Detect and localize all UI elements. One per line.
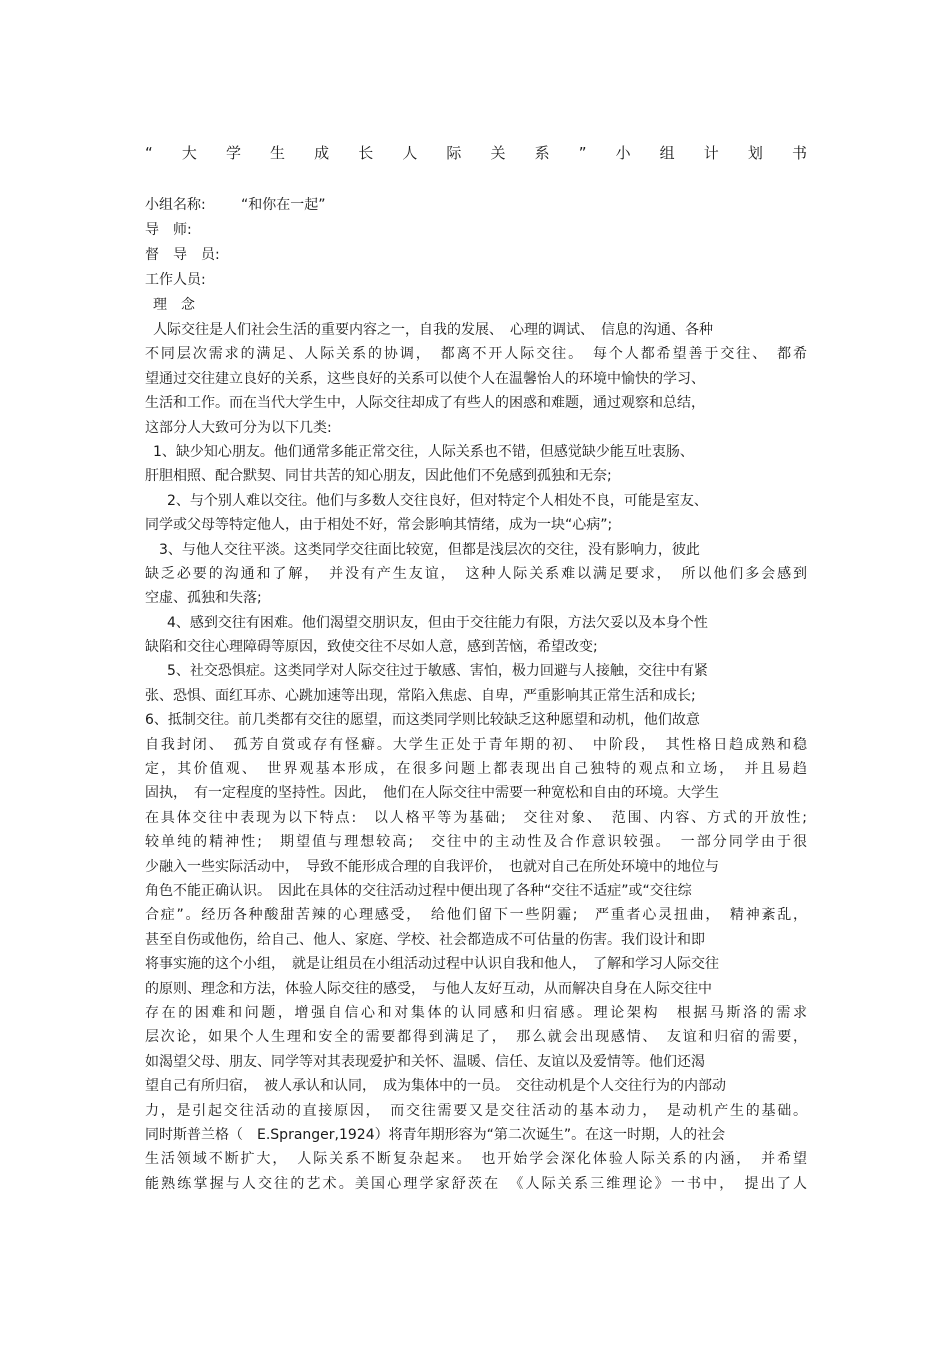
- body-line: 张、恐惧、面红耳赤、心跳加速等出现，常陷入焦虑、自卑，严重影响其正常生活和成长;: [145, 687, 696, 704]
- info-supervisor: [145, 243, 805, 268]
- body-line: 将事实施的这个小组， 就是让组员在小组活动过程中认识自我和他人， 了解和学习人际交往: [145, 956, 719, 973]
- info-label: 导 师:: [145, 222, 192, 238]
- body-line: 肝胆相照、配合默契、同甘共苦的知心朋友，因此他们不免感到孤独和无奈;: [145, 468, 612, 485]
- body-line: 不同层次需求的满足、人际关系的协调， 都离不开人际交往。 每个人都希望善于交往、 都希: [145, 346, 807, 363]
- body-line: 望自己有所归宿， 被人承认和认同， 成为集体中的一员。 交往动机是个人交往行为的内部动: [145, 1078, 726, 1095]
- body-line: 1、缺少知心朋友。他们通常多能正常交往，人际关系也不错，但感觉缺少能互吐衷肠、: [153, 443, 694, 460]
- body-line: 生活领域不断扩大， 人际关系不断复杂起来。 也开始学会深化体验人际关系的内涵， 并希望: [145, 1151, 807, 1168]
- body-line: 6、抵制交往。前几类都有交往的愿望，而这类同学则比较缺乏这种愿望和动机，他们故意: [145, 712, 700, 729]
- body-line: 3、与他人交往平淡。这类同学交往面比较宽，但都是浅层次的交往，没有影响力，彼此: [159, 541, 700, 558]
- info-label: 小组名称:: [145, 197, 206, 213]
- title-char: 小: [615, 144, 631, 162]
- body-line: 力，是引起交往活动的直接原因， 而交往需要又是交往活动的基本动力， 是动机产生的基础。: [145, 1102, 807, 1119]
- info-mentor: [145, 218, 805, 243]
- body-line: 固执， 有一定程度的坚持性。因此， 他们在人际交往中需要一种宽松和自由的环境。大学生: [145, 785, 719, 802]
- info-label: 督 导 员:: [145, 247, 220, 263]
- title-char: 长: [358, 144, 374, 162]
- body-line: 较单纯的精神性; 期望值与理想较高; 交往中的主动性及合作意识较强。 一部分同学由于很: [145, 834, 807, 851]
- body-line: 这部分人大致可分为以下几类:: [145, 419, 332, 436]
- body-line: 同时斯普兰格（ E.Spranger,1924）将青年期形容为“第二次诞生”。在这一时期，人的社会: [145, 1126, 726, 1143]
- body-line: 望通过交往建立良好的关系，这些良好的关系可以使个人在温馨怡人的环境中愉快的学习、: [145, 370, 705, 387]
- body-line: 同学或父母等特定他人，由于相处不好，常会影响其情绪，成为一块“心病”;: [145, 517, 613, 534]
- info-group-name: [145, 193, 805, 218]
- body-line: 人际交往是人们社会生活的重要内容之一，自我的发展、 心理的调试、 信息的沟通、各种: [153, 322, 713, 338]
- section-heading: 理 念: [153, 297, 195, 313]
- body-line: 的原则、理念和方法，体验人际交往的感受， 与他人友好互动，从而解决自身在人际交往中: [145, 980, 712, 997]
- info-label: 工作人员:: [145, 272, 206, 288]
- title-char: “: [145, 144, 153, 162]
- title-char: 大: [181, 144, 197, 162]
- body-line: 生活和工作。而在当代大学生中，人际交往却成了有些人的困惑和难题，通过观察和总结，: [145, 395, 705, 412]
- title-char: 系: [534, 144, 550, 162]
- body-line: 能熟练掌握与人交往的艺术。美国心理学家舒茨在 《人际关系三维理论》一书中， 提出了人: [145, 1175, 807, 1192]
- body-line: 空虚、孤独和失落;: [145, 590, 262, 607]
- body-line: 层次论，如果个人生理和安全的需要都得到满足了， 那么就会出现感情、 友谊和归宿的需要，: [145, 1029, 807, 1046]
- title-char: 生: [270, 144, 286, 162]
- body-line: 少融入一些实际活动中， 导致不能形成合理的自我评价， 也就对自己在所处环境中的地位与: [145, 858, 719, 875]
- title-char: 划: [747, 144, 763, 162]
- body-line: 缺乏必要的沟通和了解， 并没有产生友谊， 这种人际关系难以满足要求， 所以他们多会感到: [145, 565, 807, 582]
- title-char: 计: [703, 144, 719, 162]
- body-line: 定，其价值观、 世界观基本形成，在很多问题上都表现出自己独特的观点和立场， 并且易趋: [145, 761, 807, 778]
- body-line: 合症”。经历各种酸甜苦辣的心理感受， 给他们留下一些阴霾; 严重者心灵扭曲， 精神紊乱，: [145, 907, 807, 924]
- title-char: 书: [791, 144, 807, 162]
- body-line: 4、感到交往有困难。他们渴望交朋识友，但由于交往能力有限，方法欠妥以及本身个性: [167, 614, 708, 631]
- body-line: 甚至自伤或他伤，给自己、他人、家庭、学校、社会都造成不可估量的伤害。我们设计和即: [145, 931, 705, 948]
- body-line: 自我封闭、 孤芳自赏或存有怪癖。大学生正处于青年期的初、 中阶段， 其性格日趋成熟和稳: [145, 736, 807, 753]
- body-line: 5、社交恐惧症。这类同学对人际交往过于敏感、害怕，极力回避与人接触，交往中有紧: [167, 663, 708, 680]
- body-line: 2、与个别人难以交往。他们与多数人交往良好，但对特定个人相处不良，可能是室友、: [167, 492, 708, 509]
- title-char: ”: [578, 144, 587, 162]
- group-info: [145, 193, 805, 318]
- body-line: 角色不能正确认识。 因此在具体的交往活动过程中便出现了各种“交往不适症”或“交往综: [145, 882, 692, 899]
- info-value: “和你在一起”: [241, 197, 326, 213]
- title-char: 学: [225, 144, 241, 162]
- title-char: 关: [490, 144, 506, 162]
- title-char: 组: [659, 144, 675, 162]
- info-staff: [145, 268, 805, 293]
- title-char: 成: [314, 144, 330, 162]
- document-title: [145, 142, 807, 164]
- body-paragraphs: [145, 318, 807, 1196]
- body-line: 如渴望父母、朋友、同学等对其表现爱护和关怀、温暖、信任、友谊以及爱情等。他们还渴: [145, 1053, 705, 1070]
- body-line: 缺陷和交往心理障碍等原因，致使交往不尽如人意，感到苦恼，希望改变;: [145, 639, 598, 656]
- title-char: 际: [446, 144, 462, 162]
- body-line: 在具体交往中表现为以下特点: 以人格平等为基础; 交往对象、 范围、内容、方式的开放性;: [145, 809, 807, 826]
- body-line: 存在的困难和问题，增强自信心和对集体的认同感和归宿感。理论架构 根据马斯洛的需求: [145, 1004, 807, 1021]
- title-char: 人: [402, 144, 418, 162]
